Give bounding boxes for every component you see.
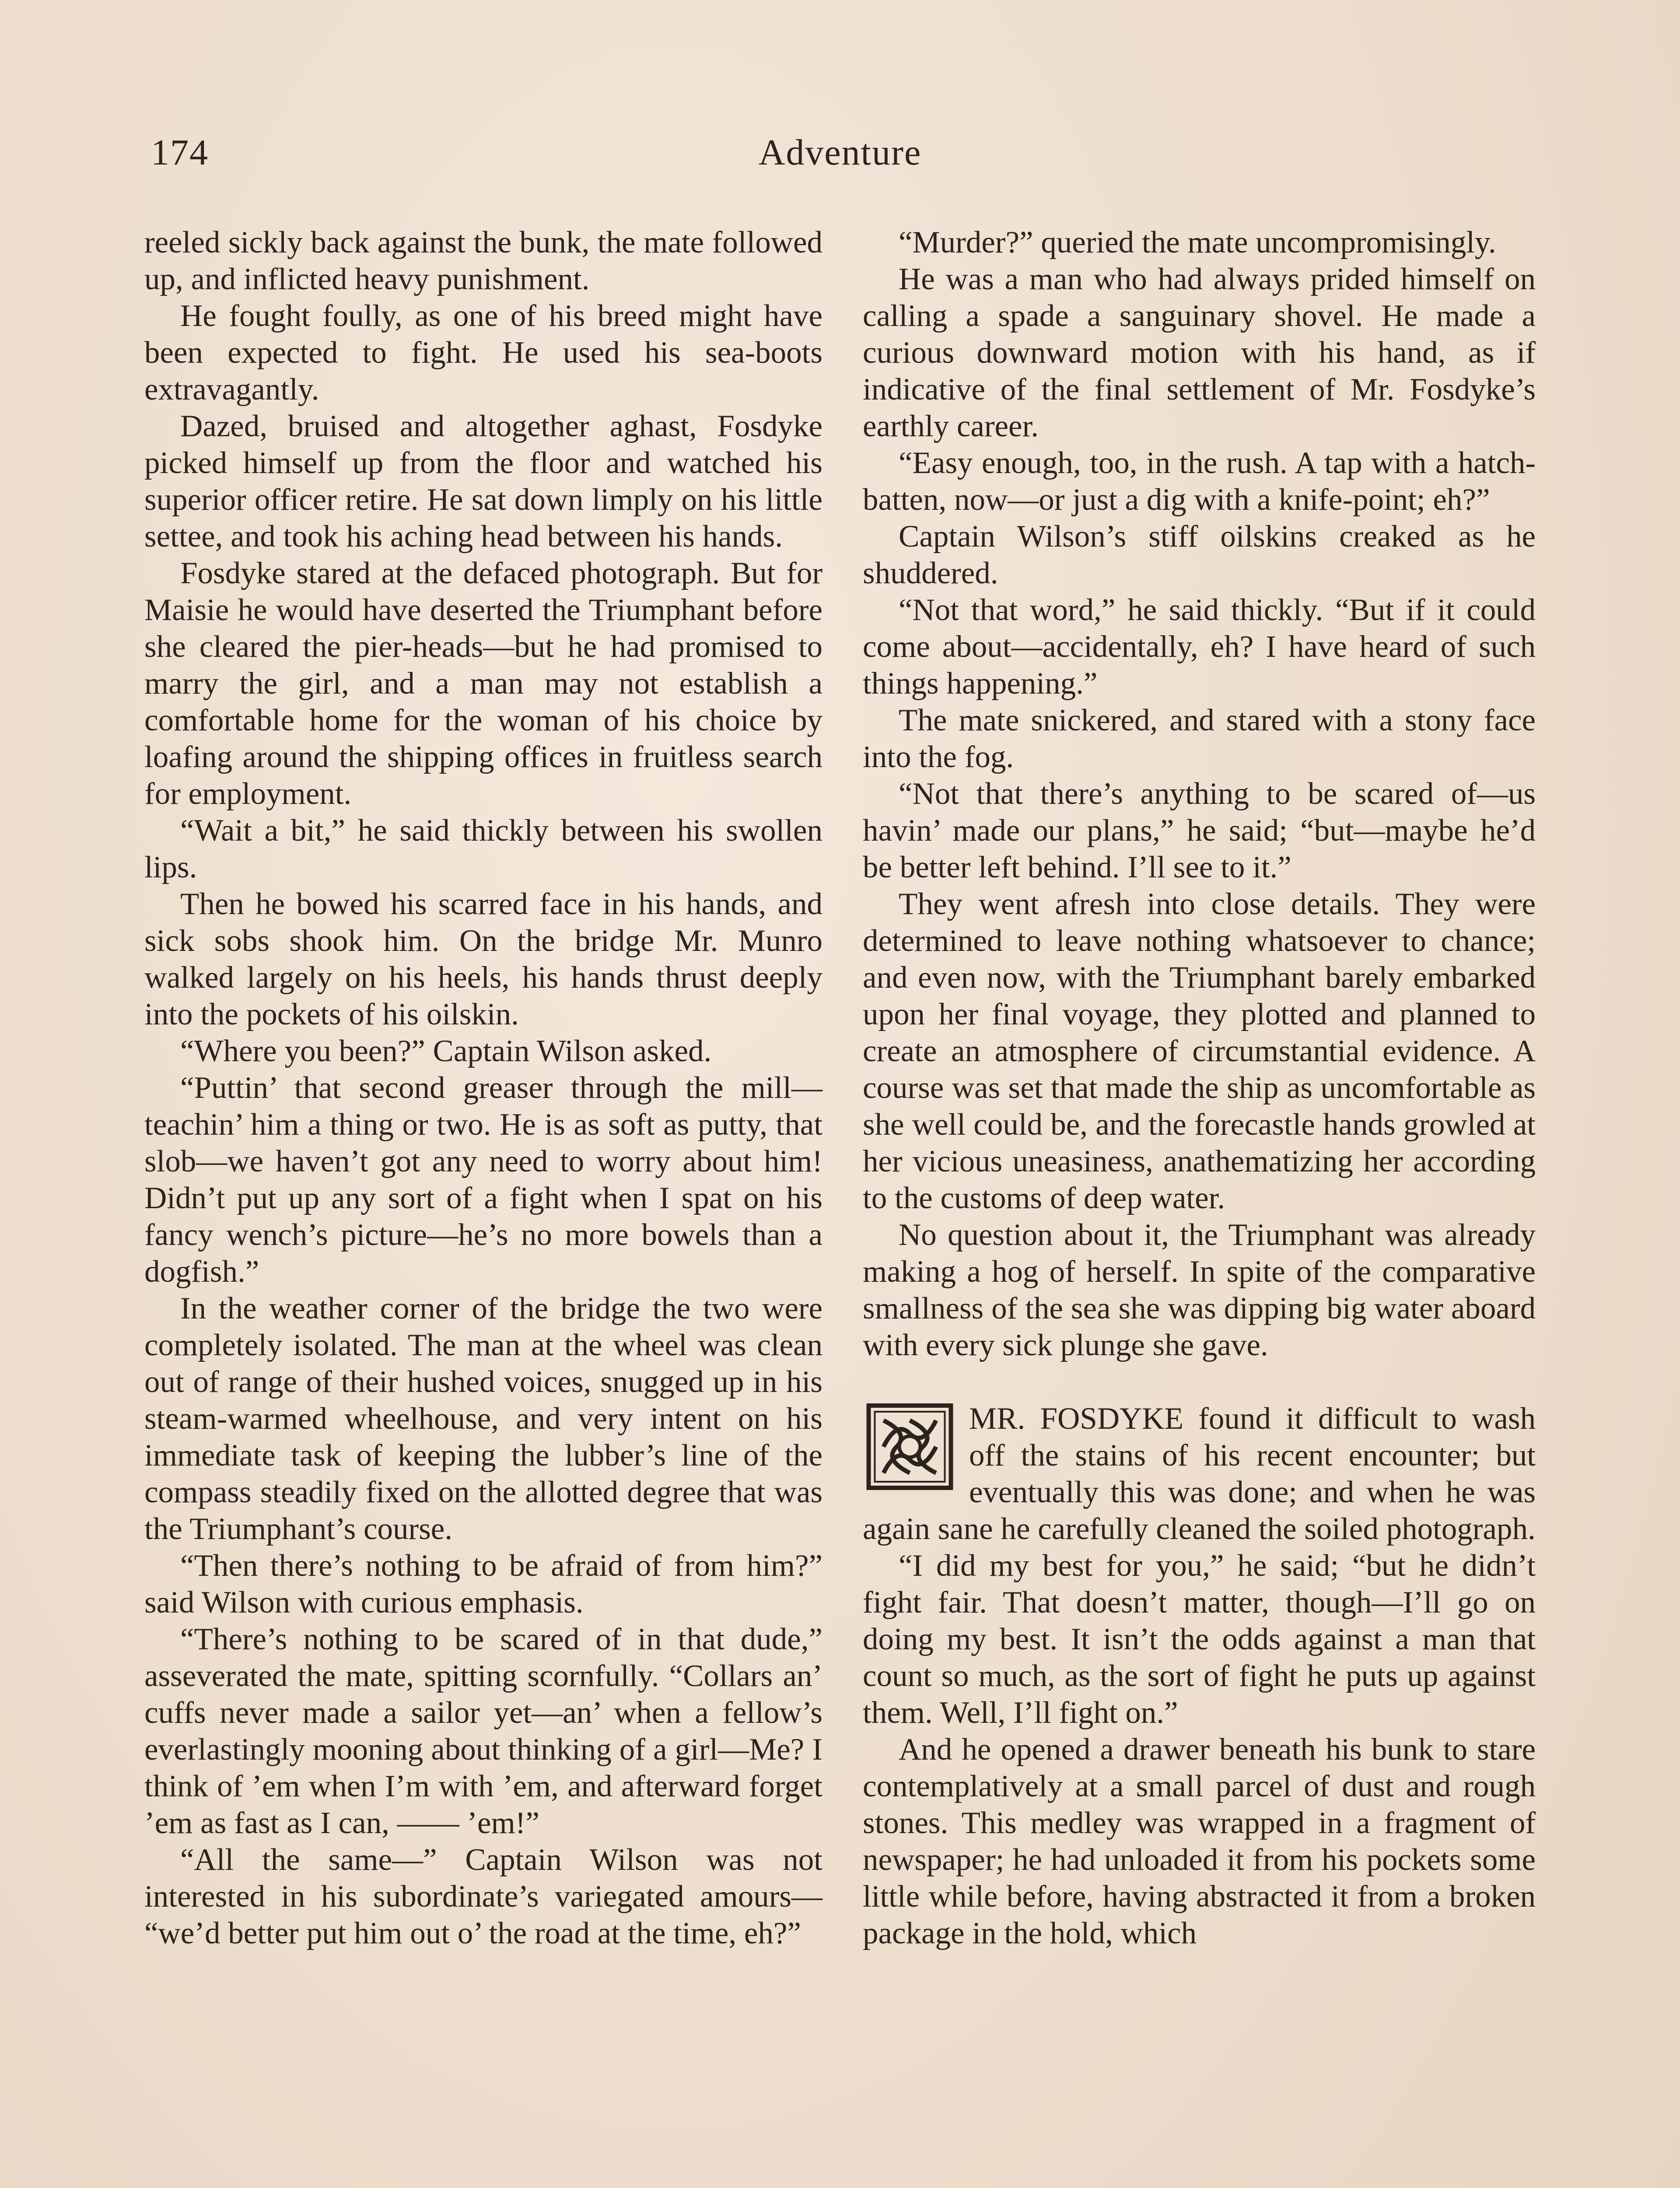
paragraph: He fought foully, as one of his breed might have been expected to fight. He used his sea-boots extravagantly. bbox=[144, 299, 822, 407]
paragraph: “Wait a bit,” he said thickly between his swollen lips. bbox=[144, 813, 822, 884]
paragraph: “Where you been?” Captain Wilson asked. bbox=[180, 1034, 712, 1068]
paragraph: In the weather corner of the bridge the two were completely isolated. The man at the wheel was clean out of range of their hushed voices, snugged up in his steam-warmed wheelhouse, and very intent on his immediate task of keeping the lubber’s line of the compass steadily fixed on the allotted degree that was the Triumphant’s course. bbox=[144, 1291, 822, 1546]
paragraph: “Puttin’ that second greaser through the mill—teachin’ him a thing or two. He is as soft as putty, that slob—we haven’t got any need to worry about him! Didn’t put up any sort of a fight when I spat on his fancy wench’s picture—he’s no more bowels than a dogfish.” bbox=[144, 1071, 822, 1289]
paragraph: The mate snickered, and stared with a stony face into the fog. bbox=[863, 703, 1536, 774]
paragraph: “Then there’s nothing to be afraid of from him?” said Wilson with curious emphasis. bbox=[144, 1549, 822, 1620]
paragraph: “I did my best for you,” he said; “but he didn’t fight fair. That doesn’t matter, though—I’ll go on doing my best. It isn’t the odds against a man that count so much, as the sort of fight he puts up against them. Well, I’ll fight on.” bbox=[863, 1549, 1536, 1730]
paragraph: Then he bowed his scarred face in his hands, and sick sobs shook him. On the bridge Mr. Munro walked largely on his heels, his hands thrust deeply into the pockets of his oilskin. bbox=[144, 887, 822, 1031]
paragraph: “Not that there’s anything to be scared of—us havin’ made our plans,” he said; “but—maybe he’d be better left behind. I’ll see to it.” bbox=[863, 777, 1536, 884]
paragraph: No question about it, the Triumphant was already making a hog of herself. In spite of the comparative smallness of the sea she was dipping big water aboard with every sick plunge she gave. bbox=[863, 1218, 1536, 1362]
paragraph: “Easy enough, too, in the rush. A tap with a hatch-batten, now—or just a dig with a knife-point; eh?” bbox=[863, 446, 1536, 517]
paragraph: “Not that word,” he said thickly. “But if it could come about—accidentally, eh? I have heard of such things happening.” bbox=[863, 593, 1536, 701]
paragraph: Captain Wilson’s stiff oilskins creaked as he shuddered. bbox=[863, 519, 1536, 590]
left-column bbox=[144, 224, 822, 1952]
paragraph: Fosdyke stared at the defaced photograph. But for Maisie he would have deserted the Triumphant before she cleared the pier-heads—but he had promised to marry the girl, and a man may not establish a comfortable home for the woman of his choice by loafing around the shipping offices in fruitless search for employment. bbox=[144, 556, 822, 811]
paragraph: MR. FOSDYKE found it difficult to wash off the stains of his recent encounter; but eventually this was done; and when he was again sane he carefully cleaned the soiled photograph. bbox=[863, 1402, 1536, 1546]
paragraph: He was a man who had always prided himself on calling a spade a sanguinary shovel. He made a curious downward motion with his hand, as if indicative of the final settlement of Mr. Fosdyke’s earthly career. bbox=[863, 262, 1536, 443]
section-break bbox=[863, 1400, 1536, 1952]
page-header bbox=[151, 131, 1529, 179]
paragraph: And he opened a drawer beneath his bunk to stare contemplatively at a small parcel of dust and rough stones. This medley was wrapped in a fragment of newspaper; he had unloaded it from his pockets some little while before, having abstracted it from a broken package in the hold, which bbox=[863, 1732, 1536, 1950]
paragraph: “There’s nothing to be scared of in that dude,” asseverated the mate, spitting scornfully. “Collars an’ cuffs never made a sailor yet—an’ when a fellow’s everlastingly mooning about thinking of a girl—Me? I think of ’em when I’m with ’em, and afterward forget ’em as fast as I can, —— ’em!” bbox=[144, 1622, 822, 1840]
celtic-knot-icon bbox=[863, 1403, 957, 1490]
running-title: Adventure bbox=[758, 132, 922, 173]
page-number: 174 bbox=[151, 132, 209, 173]
paragraph: “Murder?” queried the mate uncompromisingly. bbox=[899, 225, 1496, 259]
paragraph: “All the same—” Captain Wilson was not interested in his subordinate’s variegated amours— “we’d better put him out o’ the road at the time, eh?” bbox=[144, 1843, 822, 1950]
paragraph: Dazed, bruised and altogether aghast, Fosdyke picked himself up from the floor and watched his superior officer retire. He sat down limply on his little settee, and took his aching head between his hands. bbox=[144, 409, 822, 554]
paragraph: They went afresh into close details. They were determined to leave nothing whatsoever to chance; and even now, with the Triumphant barely embarked upon her final voyage, they plotted and planned to create an atmosphere of circumstantial evidence. A course was set that made the ship as uncomfortable as she well could be, and the forecastle hands growled at her vicious uneasiness, anathematizing her according to the customs of deep water. bbox=[863, 887, 1536, 1215]
right-column bbox=[863, 224, 1536, 1952]
paragraph: reeled sickly back against the bunk, the mate followed up, and inflicted heavy punishment. bbox=[144, 225, 822, 296]
